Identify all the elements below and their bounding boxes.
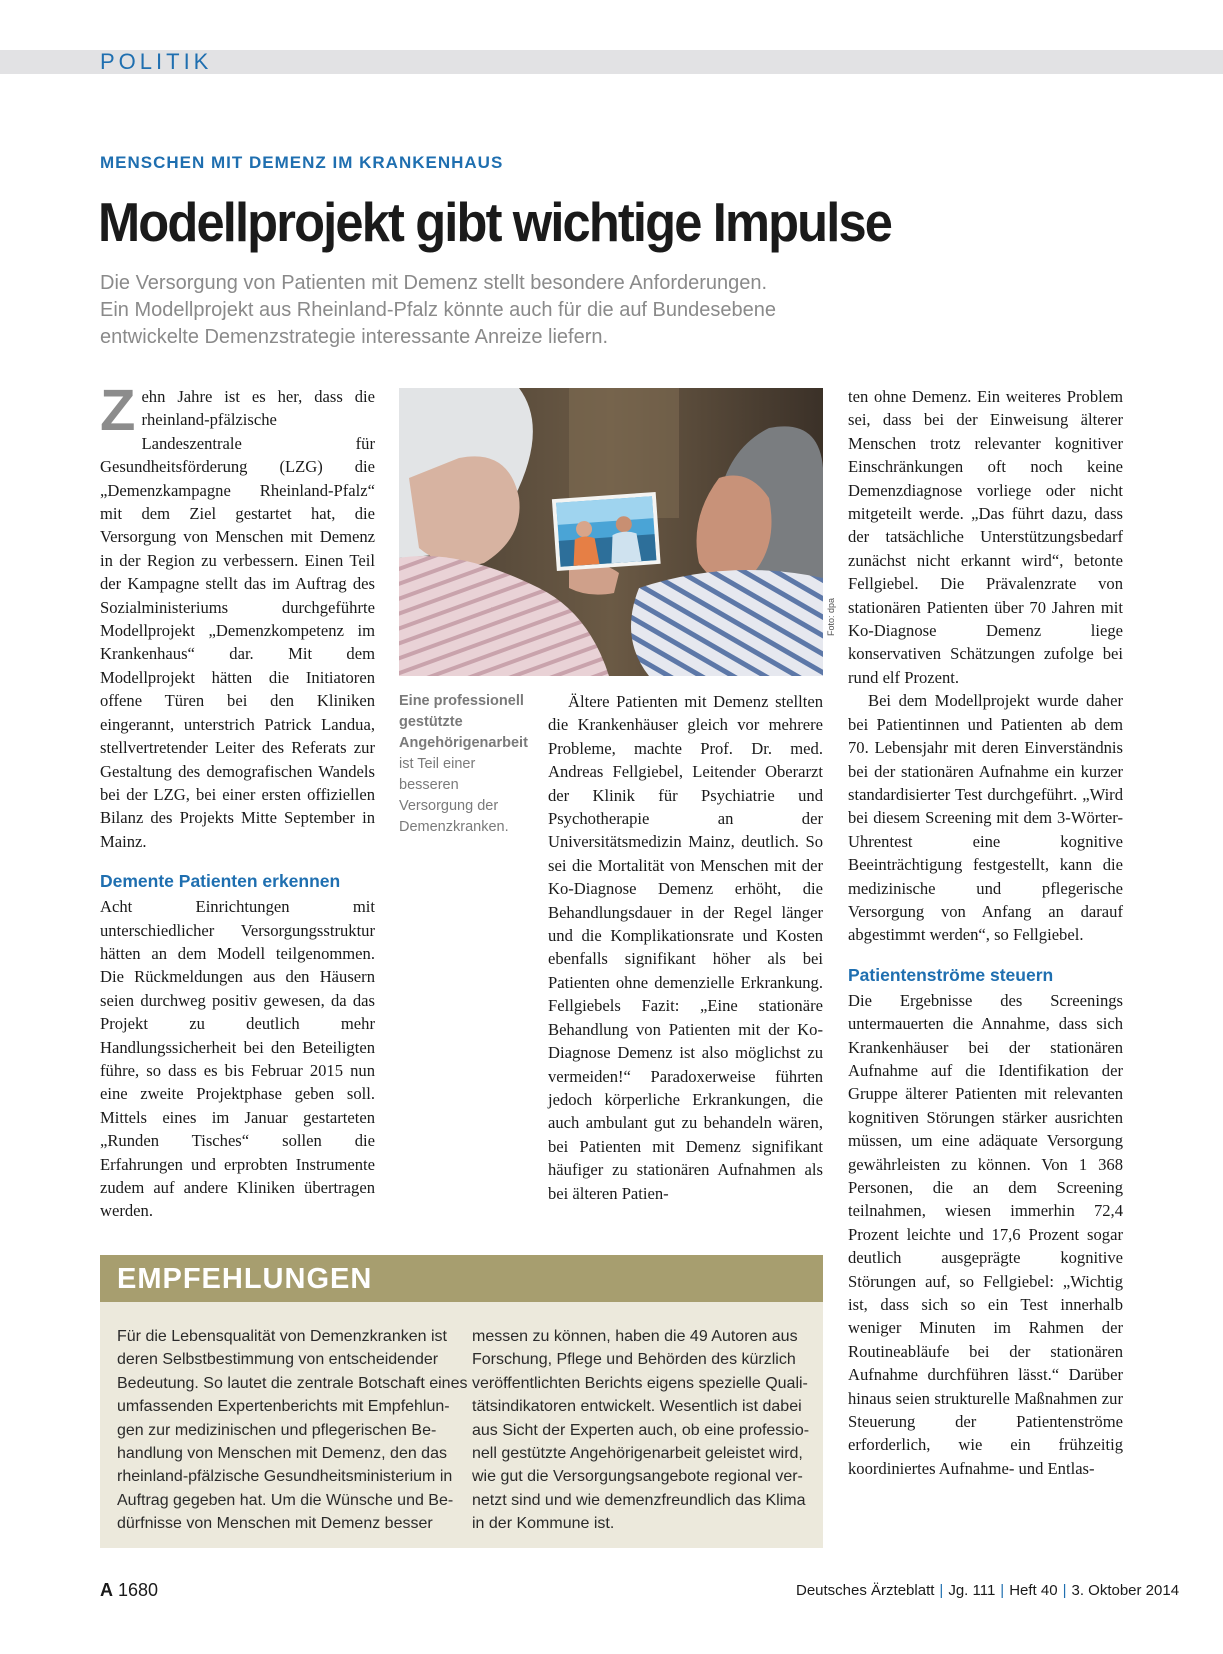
box-line: netzt sind und wie demenzfreundlich das Klima <box>472 1491 806 1509</box>
subheading: Demente Patienten erkennen <box>100 871 341 892</box>
box-line: in der Kommune ist. <box>472 1515 615 1533</box>
caption-bold: Eine professionell gestützte Angehörigenarbeit <box>399 693 528 751</box>
article-headline: Modellprojekt gibt wichtige Impulse <box>98 191 892 253</box>
box-line: veröffentlichten Berichts eigens spezielle Quali- <box>472 1374 808 1392</box>
box-line: Für die Lebensqualität von Demenzkranken ist <box>117 1328 447 1345</box>
box-line: nell gestützte Angehörigenarbeit geleistet wird, <box>472 1445 803 1463</box>
journal-issue: Heft 40 <box>1009 1582 1058 1599</box>
box-line: Auftrag gegeben hat. Um die Wünsche und Be- <box>117 1491 454 1509</box>
article-paragraph: Ältere Patienten mit Demenz stellten die Krankenhäuser gleich vor mehrere Probleme, machte Prof. Dr. med. Andreas Fellgiebel, Leitender Oberarzt der Klinik für Psychiatrie und Psychotherapie an der Universitätsmedizin Mainz, deutlich. So sei die Mortalität von Menschen mit der Ko-Diagnose Demenz erhöht, die Behandlungsdauer in der Regel länger und die Komplikationsrate und Kosten ebenfalls signifikant höher als bei Patienten ohne demenzielle Erkrankung. Fellgiebels Fazit: „Eine stationäre Behandlung von Patienten mit der Ko-Diagnose Demenz ist also möglichst zu vermeiden!“ Paradoxerweise führten jedoch körperliche Erkrankungen, die auch ambulant gut zu behandeln wären, bei Patienten mit Demenz signifikant häufiger zu stationären Aufnahmen als bei älteren Patien- <box>548 692 823 1203</box>
photo-credit: Foto: dpa <box>826 597 836 636</box>
box-column-2 <box>472 1325 810 1536</box>
article-column-2 <box>548 690 823 1205</box>
article-paragraph: ten ohne Demenz. Ein weiteres Problem sei, dass bei der Einweisung älterer Menschen trotz relevanter kognitiver Einschränkungen oft noch keine Demenzdiagnose vorliege oder nicht mitgeteilt werde. „Das führt dazu, dass der tatsächliche Unterstützungsbedarf zunächst nicht erkannt wird“, betonte Fellgiebel. Die Prävalenzrate von stationären Patienten über 70 Jahren mit Ko-Diagnose Demenz liege konservativen Schätzungen zufolge bei rund elf Prozent. <box>848 387 1123 687</box>
article-paragraph: Acht Einrichtungen mit unterschiedlicher Versorgungsstruktur hätten an dem Modell teilgenommen. Die Rückmeldungen aus den Häusern seien durchweg positiv gewesen, da das Projekt zu deutlich mehr Handlungssicherheit bei den Beteiligten führe, so dass es bis Februar 2015 nun eine zweite Projektphase geben soll. Mittels eines im Januar gestarteten „Runden Tisches“ sollen die Erfahrungen und erprobten Instrumente zudem auf andere Kliniken übertragen werden. <box>100 897 375 1221</box>
subheading: Patientenströme steuern <box>848 964 1054 985</box>
journal-name: Deutsches Ärzteblatt <box>796 1582 935 1599</box>
box-line: umfassenden Expertenberichts mit Empfehlun- <box>117 1398 450 1416</box>
section-label: POLITIK <box>100 49 213 74</box>
box-line: deren Selbstbestimmung von entscheidender <box>117 1351 439 1369</box>
lead-line: Ein Modellprojekt aus Rheinland-Pfalz könnte auch für die auf Bundesebene <box>100 299 776 321</box>
box-line: aus Sicht der Experten auch, ob eine professio- <box>472 1421 810 1439</box>
lead-line: Die Versorgung von Patienten mit Demenz stellt besondere Anforderungen. <box>100 272 768 294</box>
box-line: wie gut die Versorgungsangebote regional ver- <box>472 1468 803 1486</box>
article-photo <box>399 388 823 676</box>
caption-text: ist Teil einer besseren Versorgung der Demenzkranken. <box>399 756 509 835</box>
separator: | <box>939 1582 944 1599</box>
box-line: handlung von Menschen mit Demenz, den das <box>117 1445 447 1463</box>
box-line: rheinland-pfälzische Gesundheitsministerium in <box>117 1468 453 1486</box>
box-line: tätsindikatoren entwickelt. Wesentlich ist dabei <box>472 1398 802 1416</box>
separator: | <box>1062 1582 1067 1599</box>
article-paragraph: Die Ergebnisse des Screenings untermauerten die Annahme, dass sich Krankenhäuser bei der stationären Aufnahme auf die Identifikation der Gruppe älterer Patienten mit relevanten kognitiven Störungen stärker ausrichten müssen, um eine adäquate Versorgung gewährleisten zu können. Von 1 368 Personen, die an dem Screening teilnahmen, wiesen immerhin 72,4 Prozent leichte und 17,6 Prozent sogar deutlich ausgeprägte kognitive Störungen auf, so Fellgiebel: „Wichtig ist, dass sich so ein Test innerhalb weniger Minuten im Rahmen der Routineabläufe bei der stationären Aufnahme durchführen lässt.“ Darüber hinaus seien strukturelle Maßnahmen zur Steuerung der Patientenströme erforderlich, wie ein frühzeitig koordiniertes Aufnahme- und Entlas- <box>848 990 1123 1478</box>
page-number-value: 1680 <box>118 1580 159 1600</box>
photo-illustration <box>399 388 823 676</box>
page-prefix: A <box>100 1580 113 1600</box>
box-header <box>100 1255 823 1302</box>
paragraph-text: ehn Jahre ist es her, dass die rheinland-pfälzische Landeszentrale für Gesundheitsförderung (LZG) die „Demenzkampagne Rheinland-Pfalz“ mit dem Ziel gestartet hat, die Versorgung von Menschen mit Demenz in der Region zu verbessern. Einen Teil der Kampagne stellt das im Auftrag des Sozialministeriums durchgeführte Modellprojekt „Demenzkompetenz im Krankenhaus“ dar. Mit dem Modellprojekt hätten die Initiatoren offene Türen bei den Kliniken eingerannt, unterstrich Patrick Landua, stellvertretender Leiter des Referats zur Gestaltung des demografischen Wandels bei der LZG, bei einer ersten offiziellen Bilanz des Projekts Mitte September in Mainz. <box>100 387 375 851</box>
box-title: EMPFEHLUNGEN <box>117 1263 373 1295</box>
box-line: dürfnisse von Menschen mit Demenz besser <box>117 1515 433 1533</box>
publication-info <box>796 1582 1179 1599</box>
article-paragraph: Bei dem Modellprojekt wurde daher bei Patientinnen und Patienten ab dem 70. Lebensjahr mit deren Einverständnis bei der stationären Aufnahme ein kurzer standardisierter Test durchgeführt. „Wird bei diesem Screening mit dem 3-Wörter-Uhrentest eine kognitive Beeinträchtigung festgestellt, kann die medizinische und pflegerische Versorgung von Anfang an darauf abgestimmt werden“, so Fellgiebel. <box>848 691 1123 945</box>
article-paragraph <box>100 378 375 853</box>
photo-caption <box>399 691 534 838</box>
article-kicker: MENSCHEN MIT DEMENZ IM KRANKENHAUS <box>100 153 504 172</box>
article-column-1 <box>100 378 375 1223</box>
journal-volume: Jg. 111 <box>948 1582 996 1599</box>
box-line: Bedeutung. So lautet die zentrale Botschaft eines <box>117 1374 468 1392</box>
publication-date: 3. Oktober 2014 <box>1071 1582 1180 1599</box>
box-line: messen zu können, haben die 49 Autoren aus <box>472 1328 798 1345</box>
box-line: Forschung, Pflege und Behörden des kürzlich <box>472 1351 796 1369</box>
lead-line: entwickelte Demenzstrategie interessante Anreize liefern. <box>100 326 609 348</box>
box-line: gen zur medizinischen und pflegerischen Be- <box>117 1421 437 1439</box>
drop-cap: Z <box>100 378 136 443</box>
recommendations-box <box>100 1255 823 1548</box>
page-number <box>100 1580 158 1601</box>
article-column-3 <box>848 385 1123 1480</box>
box-column-1 <box>117 1325 468 1536</box>
separator: | <box>1000 1582 1005 1599</box>
article-lead <box>100 270 920 351</box>
